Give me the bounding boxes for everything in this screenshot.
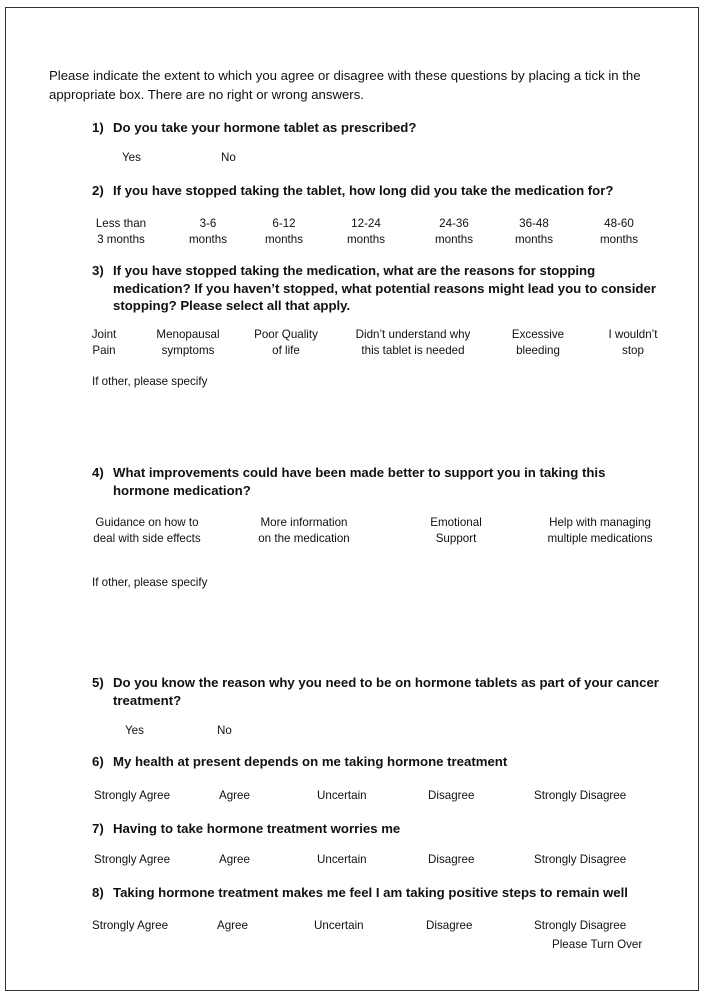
option-agree[interactable]: Agree xyxy=(219,853,250,866)
question-6 xyxy=(92,753,682,771)
option-3-6-months[interactable] xyxy=(178,216,238,247)
question-number: 4) xyxy=(92,465,104,480)
option-less-than-3-months[interactable] xyxy=(85,216,157,247)
other-specify-label: If other, please specify xyxy=(92,375,208,388)
option-line: Less than xyxy=(95,217,147,230)
option-uncertain[interactable]: Uncertain xyxy=(317,853,367,866)
option-wouldnt-stop[interactable] xyxy=(598,327,668,358)
option-line: Menopausal xyxy=(156,328,220,341)
option-line: months xyxy=(188,232,228,246)
option-line: of life xyxy=(272,343,300,357)
option-strongly-disagree[interactable]: Strongly Disagree xyxy=(534,919,627,932)
please-turn-over: Please Turn Over xyxy=(552,938,643,951)
option-12-24-months[interactable] xyxy=(336,216,396,247)
question-number: 2) xyxy=(92,183,104,198)
option-strongly-agree[interactable]: Strongly Agree xyxy=(94,853,171,866)
question-number: 5) xyxy=(92,675,104,690)
option-line: months xyxy=(434,232,474,246)
question-text: Taking hormone treatment makes me feel I am taking positive steps to remain well xyxy=(113,885,628,900)
option-line: stop xyxy=(622,343,644,357)
option-menopausal-symptoms[interactable] xyxy=(148,327,228,358)
option-disagree[interactable]: Disagree xyxy=(426,919,473,932)
option-no[interactable]: No xyxy=(221,151,236,164)
option-line: 6-12 xyxy=(272,217,296,230)
question-text: Do you take your hormone tablet as prescribed? xyxy=(113,120,417,135)
option-yes[interactable]: Yes xyxy=(125,724,144,737)
option-line: Guidance on how to xyxy=(95,516,199,529)
option-line: months xyxy=(264,232,304,246)
option-line: months xyxy=(514,232,554,246)
option-line: multiple medications xyxy=(547,531,653,545)
question-number: 6) xyxy=(92,754,104,769)
option-disagree[interactable]: Disagree xyxy=(428,789,475,802)
option-line: Support xyxy=(435,531,477,545)
option-24-36-months[interactable] xyxy=(424,216,484,247)
option-line: 24-36 xyxy=(439,217,469,230)
question-text: Do you know the reason why you need to be on hormone tablets as part of your cancer treatment? xyxy=(113,675,659,708)
option-line: months xyxy=(346,232,386,246)
option-joint-pain[interactable] xyxy=(82,327,126,358)
question-text: My health at present depends on me taking hormone treatment xyxy=(113,754,508,769)
option-36-48-months[interactable] xyxy=(504,216,564,247)
option-guidance-side-effects[interactable] xyxy=(86,515,208,546)
question-number: 1) xyxy=(92,120,104,135)
option-line: this tablet is needed xyxy=(361,343,465,357)
option-line: Joint xyxy=(91,328,117,341)
option-help-managing-medications[interactable] xyxy=(538,515,662,546)
option-agree[interactable]: Agree xyxy=(217,919,248,932)
option-emotional-support[interactable] xyxy=(416,515,496,546)
option-uncertain[interactable]: Uncertain xyxy=(317,789,367,802)
other-specify-field[interactable] xyxy=(92,392,672,447)
option-line: 12-24 xyxy=(351,217,381,230)
question-2 xyxy=(92,182,682,200)
question-number: 8) xyxy=(92,885,104,900)
option-line: Pain xyxy=(92,343,116,357)
option-line: 48-60 xyxy=(604,217,634,230)
question-number: 3) xyxy=(92,263,104,278)
option-poor-quality-of-life[interactable] xyxy=(246,327,326,358)
option-line: on the medication xyxy=(258,531,350,545)
option-uncertain[interactable]: Uncertain xyxy=(314,919,364,932)
question-text: Having to take hormone treatment worries me xyxy=(113,821,401,836)
option-didnt-understand[interactable] xyxy=(348,327,478,358)
option-line: 36-48 xyxy=(519,217,549,230)
option-excessive-bleeding[interactable] xyxy=(502,327,574,358)
option-strongly-agree[interactable]: Strongly Agree xyxy=(92,919,169,932)
option-yes[interactable]: Yes xyxy=(122,151,141,164)
option-6-12-months[interactable] xyxy=(254,216,314,247)
option-line: symptoms xyxy=(161,343,215,357)
option-48-60-months[interactable] xyxy=(589,216,649,247)
option-line: Didn’t understand why xyxy=(355,328,471,341)
question-1 xyxy=(92,119,682,137)
option-strongly-agree[interactable]: Strongly Agree xyxy=(94,789,171,802)
question-4 xyxy=(92,464,672,500)
option-more-information[interactable] xyxy=(248,515,360,546)
option-line: 3 months xyxy=(97,232,145,246)
question-text: If you have stopped taking the tablet, how long did you take the medication for? xyxy=(113,183,614,198)
question-text: What improvements could have been made better to support you in taking this hormone medication? xyxy=(113,465,606,498)
option-no[interactable]: No xyxy=(217,724,232,737)
question-8 xyxy=(92,884,692,902)
option-line: Emotional xyxy=(430,516,482,529)
option-agree[interactable]: Agree xyxy=(219,789,250,802)
question-3 xyxy=(92,262,672,316)
option-line: I wouldn’t xyxy=(608,328,658,341)
option-disagree[interactable]: Disagree xyxy=(428,853,475,866)
option-line: Poor Quality xyxy=(254,328,318,341)
option-line: bleeding xyxy=(516,343,560,357)
option-line: Help with managing xyxy=(549,516,651,529)
option-strongly-disagree[interactable]: Strongly Disagree xyxy=(534,789,627,802)
option-strongly-disagree[interactable]: Strongly Disagree xyxy=(534,853,627,866)
question-text: If you have stopped taking the medication, what are the reasons for stopping medication? If you haven’t stopped, what potential reasons might lead you to consider stopping? Please select all that apply. xyxy=(113,263,656,313)
question-5 xyxy=(92,674,672,710)
option-line: Excessive xyxy=(511,328,565,341)
question-number: 7) xyxy=(92,821,104,836)
option-line: More information xyxy=(260,516,348,529)
option-line: months xyxy=(599,232,639,246)
option-line: 3-6 xyxy=(199,217,217,230)
option-line: deal with side effects xyxy=(93,531,201,545)
instructions: Please indicate the extent to which you agree or disagree with these questions by placing a tick in the appropriate box. There are no right or wrong answers. xyxy=(49,68,641,102)
other-specify-field[interactable] xyxy=(92,593,672,663)
other-specify-label: If other, please specify xyxy=(92,576,208,589)
question-7 xyxy=(92,820,682,838)
